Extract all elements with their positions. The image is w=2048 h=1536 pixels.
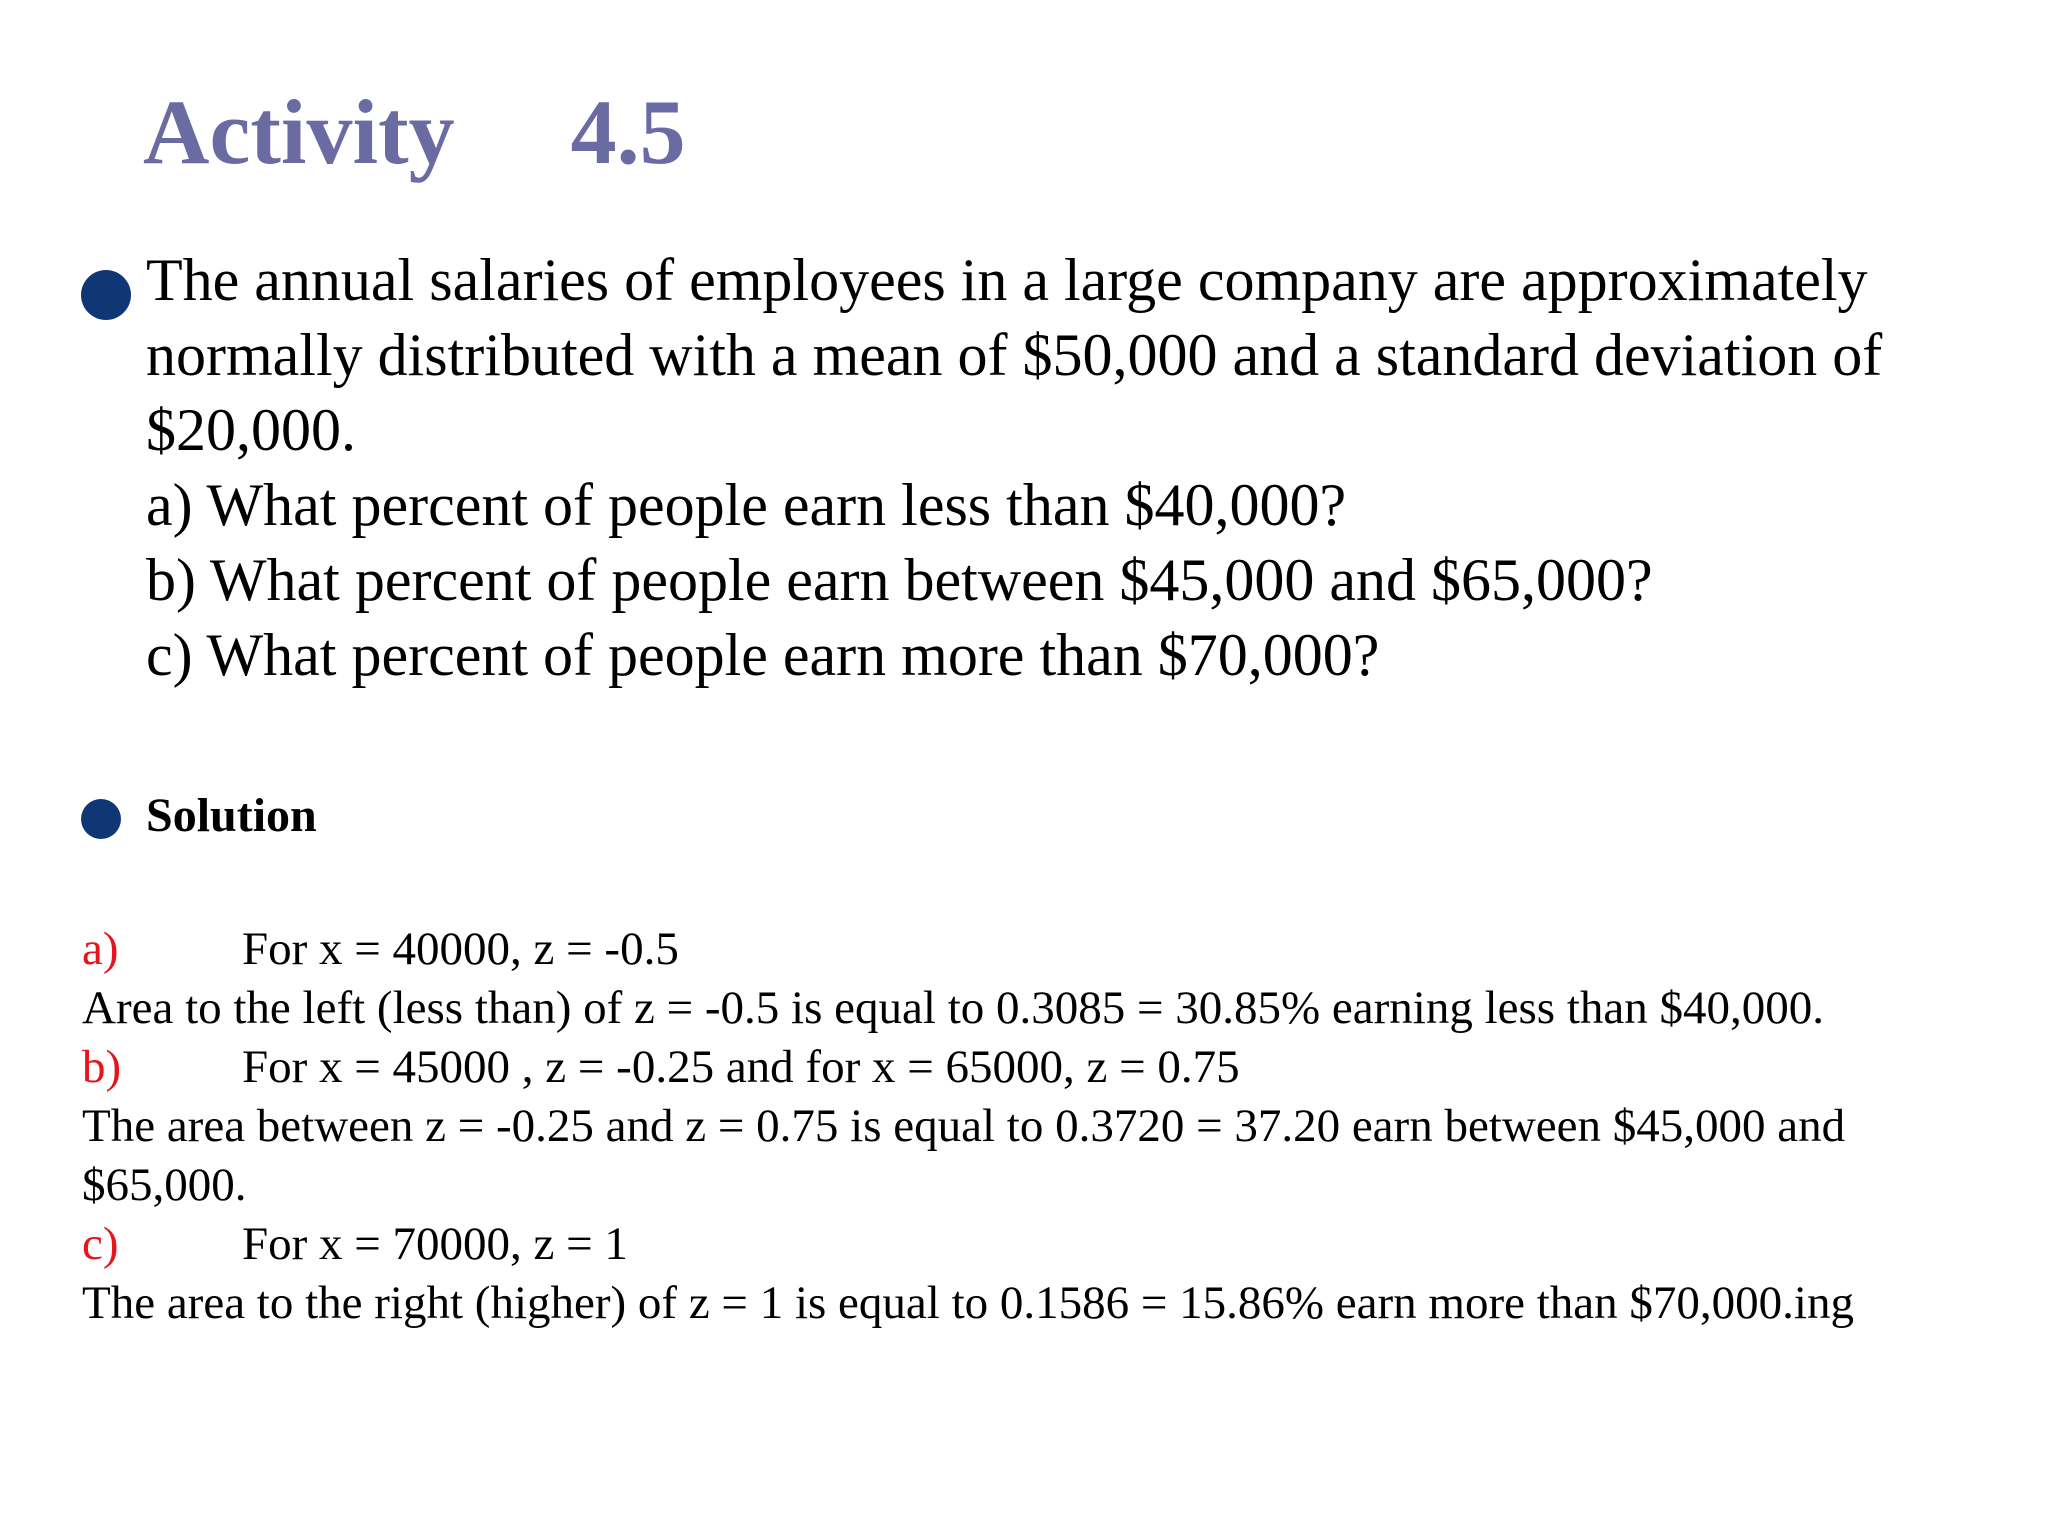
question-text [146, 243, 2006, 693]
answer-c-formula-line [82, 1215, 2002, 1274]
answer-b-text: The area between z = -0.25 and z = 0.75 is equal to 0.3720 = 37.20 earn between $45,000 and [82, 1100, 1846, 1152]
answer-a-text: Area to the left (less than) of z = -0.5 is equal to 0.3085 = 30.85% earning less than $40,000. [82, 982, 1825, 1034]
question-line: $20,000. [146, 397, 356, 463]
answer-c-formula: For x = 70000, z = 1 [242, 1218, 628, 1270]
bullet-icon [81, 270, 131, 320]
answer-b-label: b) [82, 1041, 122, 1093]
solution-answers [82, 920, 2002, 1333]
answer-b-text-continued: $65,000. [82, 1159, 247, 1211]
answer-a-formula: For x = 40000, z = -0.5 [242, 923, 679, 975]
answer-c-label: c) [82, 1218, 119, 1270]
solution-heading: Solution [146, 789, 317, 842]
answer-b-formula: For x = 45000 , z = -0.25 and for x = 65000, z = 0.75 [242, 1041, 1240, 1093]
answer-b-formula-line [82, 1038, 2002, 1097]
answer-a-formula-line [82, 920, 2002, 979]
title-word: Activity [143, 81, 455, 183]
answer-c-text: The area to the right (higher) of z = 1 is equal to 0.1586 = 15.86% earn more than $70,000.ing [82, 1277, 1854, 1329]
bullet-icon [81, 799, 121, 839]
question-line: The annual salaries of employees in a large company are approximately [146, 247, 1868, 313]
answer-a-label: a) [82, 923, 119, 975]
slide-title [143, 82, 686, 182]
title-number: 4.5 [570, 81, 686, 183]
question-part-b: b) What percent of people earn between $45,000 and $65,000? [146, 547, 1653, 613]
question-part-c: c) What percent of people earn more than $70,000? [146, 622, 1380, 688]
question-part-a: a) What percent of people earn less than $40,000? [146, 472, 1347, 538]
question-line: normally distributed with a mean of $50,000 and a standard deviation of [146, 322, 1883, 388]
